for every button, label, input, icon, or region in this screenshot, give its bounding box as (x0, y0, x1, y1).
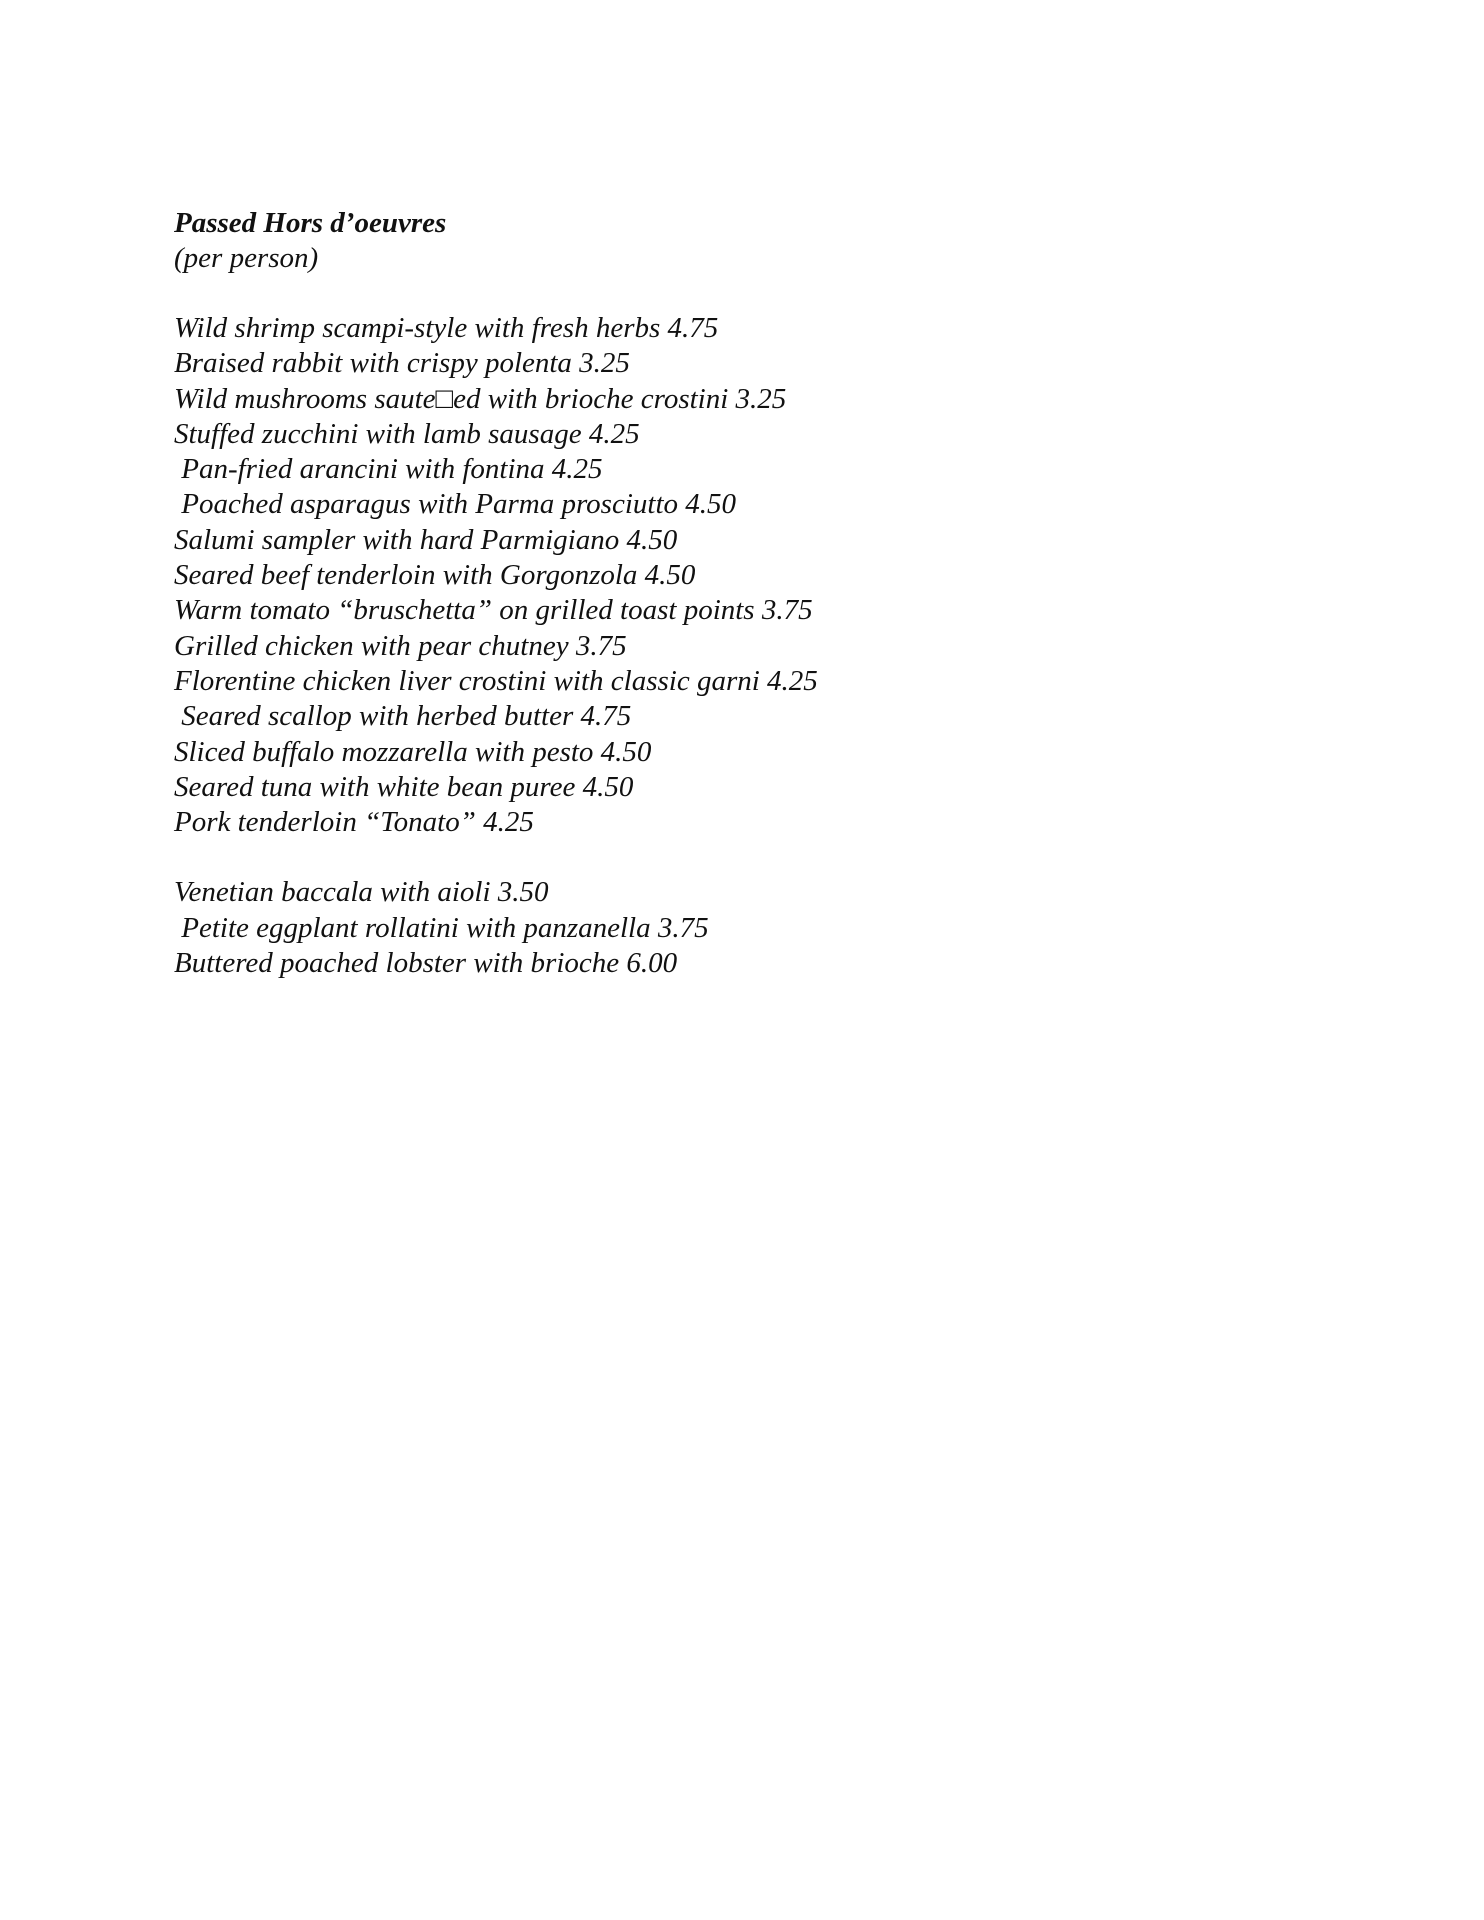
menu-content (174, 206, 1174, 981)
menu-group-1 (174, 311, 1174, 840)
menu-item: Petite eggplant rollatini with panzanella 3.75 (174, 911, 709, 944)
menu-subtitle: (per person) (174, 242, 319, 274)
menu-item: Seared tuna with white bean puree 4.50 (174, 770, 634, 803)
menu-item: Florentine chicken liver crostini with classic garni 4.25 (174, 664, 818, 697)
menu-item: Seared beef tenderloin with Gorgonzola 4.50 (174, 559, 696, 592)
menu-item: Braised rabbit with crispy polenta 3.25 (174, 347, 630, 380)
menu-item: Pan-fried arancini with fontina 4.25 (174, 453, 603, 486)
menu-item: Wild mushrooms saute□ed with brioche crostini 3.25 (174, 382, 787, 415)
menu-item: Salumi sampler with hard Parmigiano 4.50 (174, 523, 678, 556)
menu-item: Pork tenderloin “Tonato” 4.25 (174, 806, 534, 839)
group-spacer (174, 840, 1174, 875)
menu-title: Passed Hors d’oeuvres (174, 207, 447, 239)
menu-item: Grilled chicken with pear chutney 3.75 (174, 629, 627, 662)
menu-item: Sliced buffalo mozzarella with pesto 4.50 (174, 735, 652, 768)
menu-item: Poached asparagus with Parma prosciutto 4.50 (174, 488, 737, 521)
menu-group-2 (174, 875, 1174, 981)
menu-item: Wild shrimp scampi-style with fresh herbs 4.75 (174, 312, 719, 344)
menu-item: Warm tomato “bruschetta” on grilled toast points 3.75 (174, 594, 813, 627)
menu-item: Venetian baccala with aioli 3.50 (174, 876, 549, 909)
menu-item: Seared scallop with herbed butter 4.75 (174, 700, 632, 733)
menu-item: Buttered poached lobster with brioche 6.00 (174, 947, 678, 980)
menu-item: Stuffed zucchini with lamb sausage 4.25 (174, 417, 640, 450)
